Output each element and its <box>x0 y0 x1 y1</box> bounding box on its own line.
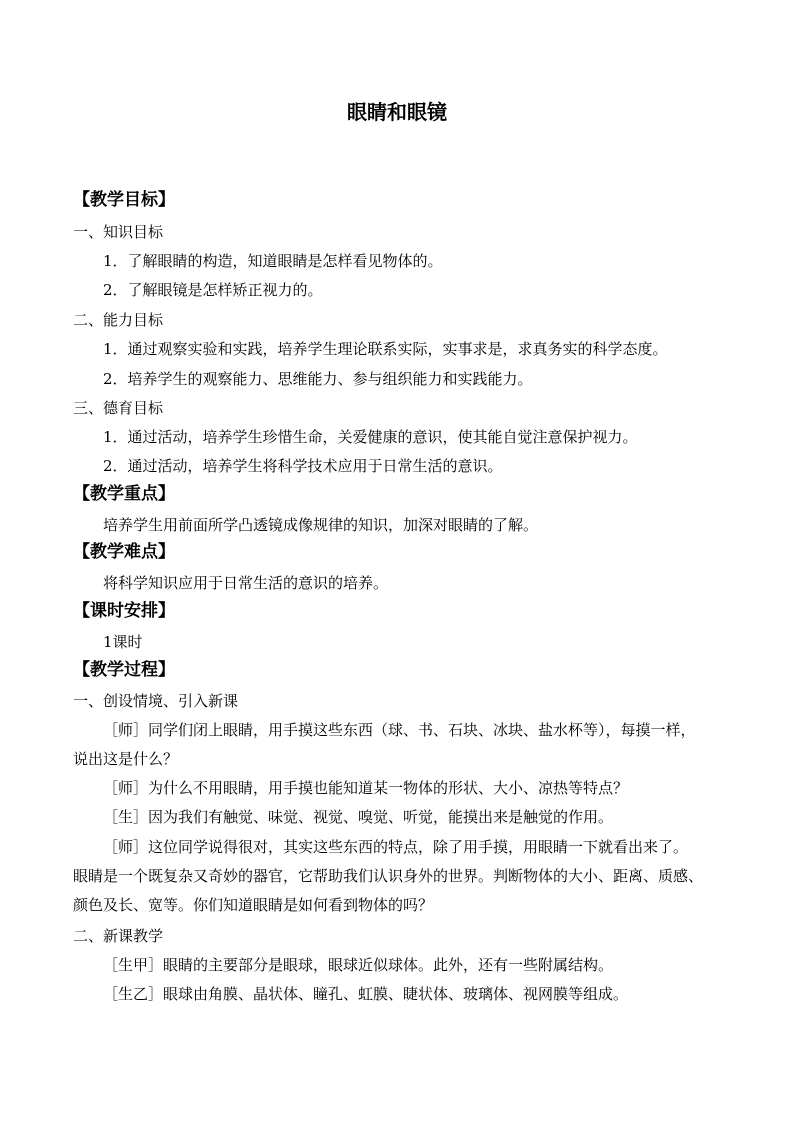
paragraph-line: ［生乙］眼球由角膜、晶状体、瞳孔、虹膜、睫状体、玻璃体、视网膜等组成。 <box>103 985 629 1003</box>
paragraph-line: 说出这是什么？ <box>73 750 179 768</box>
list-item: 1．通过观察实验和实践，培养学生理论联系实际，实事求是，求真务实的科学态度。 <box>103 340 668 358</box>
paragraph-line: ［师］这位同学说得很对，其实这些东西的特点，除了用手摸，用眼睛一下就看出来了。 <box>103 838 689 856</box>
list-item: 1．通过活动，培养学生珍惜生命，关爱健康的意识，使其能自觉注意保护视力。 <box>103 428 638 446</box>
subheading-knowledge: 一、知识目标 <box>73 223 164 241</box>
section-heading-schedule: 【课时安排】 <box>73 601 175 621</box>
paragraph-line: 眼睛是一个既复杂又奇妙的器官，它帮助我们认识身外的世界。判断物体的大小、距离、质感、 <box>73 867 704 885</box>
paragraph-line: ［生甲］眼睛的主要部分是眼球，眼球近似球体。此外，还有一些附属结构。 <box>103 956 614 974</box>
list-item: 2．通过活动，培养学生将科学技术应用于日常生活的意识。 <box>103 457 503 475</box>
subheading-intro: 一、创设情境、引入新课 <box>73 692 239 710</box>
section-heading-process: 【教学过程】 <box>73 660 175 680</box>
section-heading-key-point: 【教学重点】 <box>73 484 175 504</box>
subheading-ability: 二、能力目标 <box>73 311 164 329</box>
difficulty-text: 将科学知识应用于日常生活的意识的培养。 <box>103 574 389 592</box>
paragraph-line: ［生］因为我们有触觉、味觉、视觉、嗅觉、听觉，能摸出来是触觉的作用。 <box>103 808 614 826</box>
subheading-new-lesson: 二、新课教学 <box>73 927 164 945</box>
section-heading-objectives: 【教学目标】 <box>73 190 175 210</box>
key-point-text: 培养学生用前面所学凸透镜成像规律的知识，加深对眼睛的了解。 <box>103 516 539 534</box>
subheading-moral: 三、德育目标 <box>73 399 164 417</box>
paragraph-line: ［师］为什么不用眼睛，用手摸也能知道某一物体的形状、大小、凉热等特点？ <box>103 779 629 797</box>
section-heading-difficulty: 【教学难点】 <box>73 542 175 562</box>
paragraph-line: 颜色及长、宽等。你们知道眼睛是如何看到物体的吗？ <box>73 896 434 914</box>
document-title: 眼睛和眼镜 <box>347 100 447 124</box>
schedule-text: 1课时 <box>103 633 143 651</box>
paragraph-line: ［师］同学们闭上眼睛，用手摸这些东西（球、书、石块、冰块、盐水杯等），每摸一样， <box>103 721 696 739</box>
list-item: 2．培养学生的观察能力、思维能力、参与组织能力和实践能力。 <box>103 370 533 388</box>
list-item: 1．了解眼睛的构造，知道眼睛是怎样看见物体的。 <box>103 252 443 270</box>
list-item: 2．了解眼镜是怎样矫正视力的。 <box>103 281 323 299</box>
